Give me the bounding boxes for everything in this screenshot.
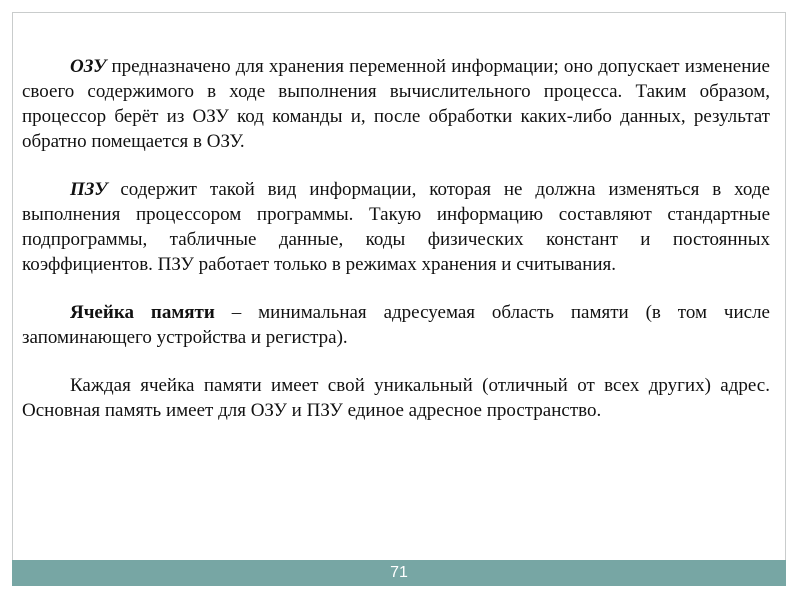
term-pzu: ПЗУ bbox=[70, 179, 108, 200]
paragraph-ozu-text: предназначено для хранения переменной информации; оно допускает изменение своего содержимого в ходе выполнения вычислительного процесса. Таким образом, процессор берёт из ОЗУ код команды и, после обработки каких-либо данных, результат обратно помещается в ОЗУ. bbox=[22, 56, 770, 152]
paragraph-pzu bbox=[22, 177, 770, 277]
paragraph-pzu-text: содержит такой вид информации, которая не должна изменяться в ходе выполнения процессором программы. Такую информацию составляют стандартные подпрограммы, табличные данные, коды физических констант и постоянных коэффициентов. ПЗУ работает только в режимах хранения и считывания. bbox=[22, 179, 770, 275]
term-memory-cell: Ячейка памяти bbox=[70, 302, 215, 323]
page-number: 71 bbox=[390, 564, 408, 581]
paragraph-address-text: Каждая ячейка памяти имеет свой уникальный (отличный от всех других) адрес. Основная память имеет для ОЗУ и ПЗУ единое адресное пространство. bbox=[22, 375, 770, 421]
term-ozu: ОЗУ bbox=[70, 56, 107, 77]
paragraph-address bbox=[22, 373, 770, 423]
paragraph-memory-cell-text: – минимальная адресуемая область памяти (в том числе запоминающего устройства и регистра). bbox=[22, 302, 770, 348]
paragraph-memory-cell bbox=[22, 300, 770, 350]
paragraph-ozu bbox=[22, 54, 770, 154]
footer-bar bbox=[12, 560, 786, 586]
slide-body bbox=[22, 54, 770, 446]
